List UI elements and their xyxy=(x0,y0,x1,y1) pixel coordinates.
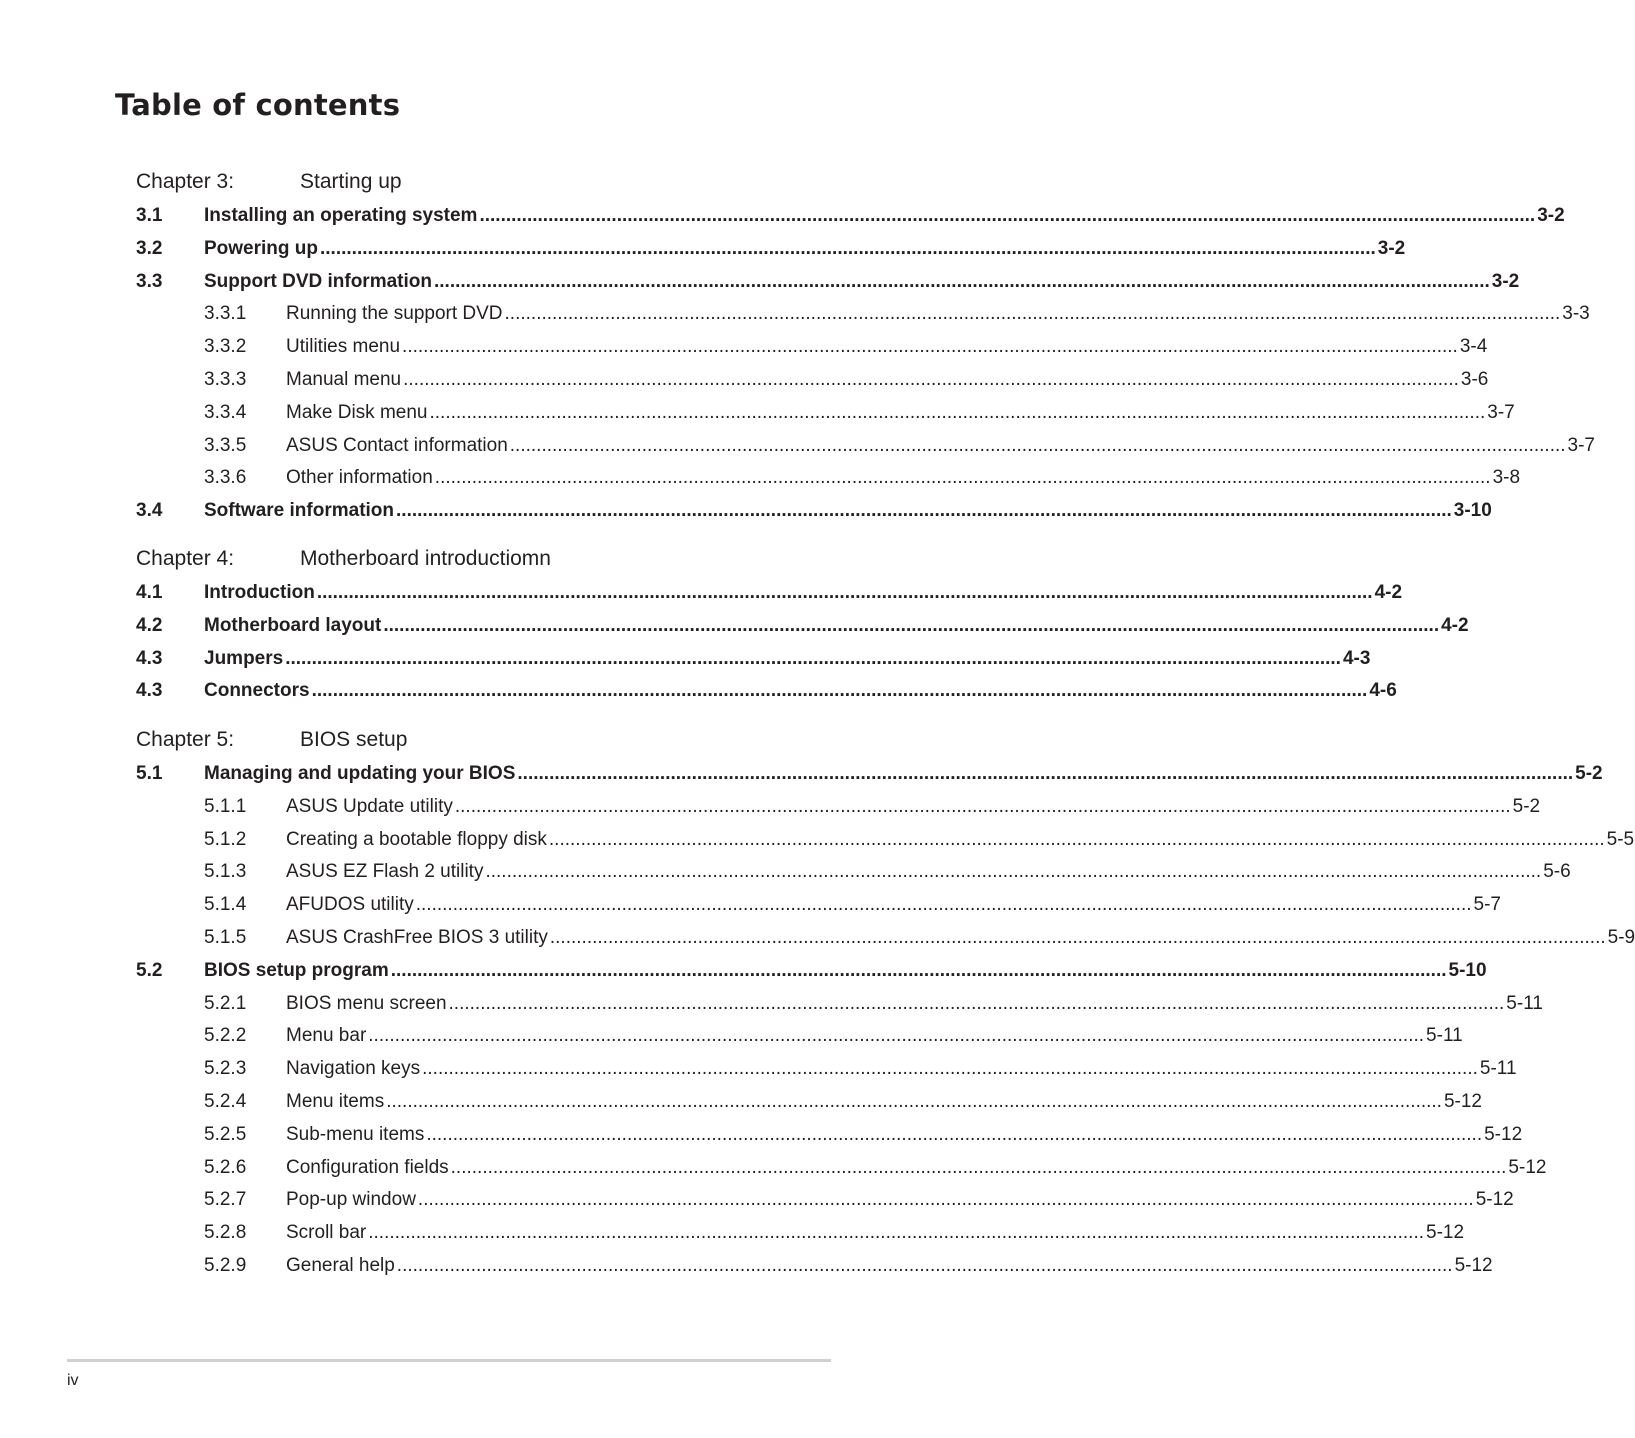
dot-leader: ........................................................................................................................................................................................................ xyxy=(415,894,1472,916)
chapter-label: Chapter 3: xyxy=(136,170,235,193)
entry-title: Running the support DVD xyxy=(286,303,503,325)
entry-title: Introduction xyxy=(204,582,315,603)
entry-page: 5-11 xyxy=(1426,1025,1463,1047)
dot-leader: ........................................................................................................................................................................................................ xyxy=(402,336,1458,358)
footer-divider xyxy=(67,1359,831,1362)
dot-leader: ........................................................................................................................................................................................................ xyxy=(509,434,1566,456)
entry-number: 3.3 xyxy=(136,270,163,292)
entry-number: 3.3.1 xyxy=(204,303,247,325)
toc-entry[interactable] xyxy=(136,1055,1517,1083)
entry-page: 4-2 xyxy=(1374,582,1403,603)
entry-page: 5-11 xyxy=(1479,1058,1517,1080)
entry-number: 3.2 xyxy=(136,237,163,259)
entry-page: 5-12 xyxy=(1454,1255,1493,1276)
entry-page: 5-12 xyxy=(1426,1222,1465,1244)
toc-entry[interactable] xyxy=(136,300,1590,328)
entry-number: 5.2.3 xyxy=(204,1058,247,1080)
dot-leader: ........................................................................................................................................................................................................ xyxy=(429,401,1486,423)
dot-leader: ........................................................................................................................................................................................................ xyxy=(450,1156,1507,1178)
entry-page: 5-12 xyxy=(1508,1156,1547,1178)
entry-title: Creating a bootable floppy disk xyxy=(286,828,547,850)
dot-leader: ........................................................................................................................................................................................................ xyxy=(285,647,1341,669)
toc-entry[interactable] xyxy=(136,1252,1493,1280)
entry-number: 5.1.4 xyxy=(204,894,247,916)
toc-entry[interactable] xyxy=(136,793,1541,821)
dot-leader: ........................................................................................................................................................................................................ xyxy=(396,1255,1453,1276)
toc-entry[interactable] xyxy=(136,924,1635,952)
toc-entry[interactable] xyxy=(136,1154,1547,1182)
entry-page: 5-11 xyxy=(1506,992,1543,1014)
entry-title: Support DVD information xyxy=(204,270,432,292)
entry-page: 5-2 xyxy=(1575,763,1603,784)
toc-entry[interactable] xyxy=(136,826,1635,854)
toc-entry[interactable] xyxy=(136,497,1492,525)
entry-number: 3.3.6 xyxy=(204,467,247,489)
entry-number: 3.3.3 xyxy=(204,369,247,390)
dot-leader: ........................................................................................................................................................................................................ xyxy=(454,795,1511,817)
dot-leader: ........................................................................................................................................................................................................ xyxy=(517,763,1574,784)
toc-entry[interactable] xyxy=(136,399,1515,427)
entry-title: Other information xyxy=(286,467,433,489)
dot-leader: ........................................................................................................................................................................................................ xyxy=(434,467,1491,489)
entry-number: 5.2.5 xyxy=(204,1123,247,1145)
page-title: Table of contents xyxy=(115,88,401,122)
chapter-title: Motherboard introductiomn xyxy=(300,547,551,570)
entry-page: 5-5 xyxy=(1606,828,1635,850)
chapter-heading xyxy=(136,725,797,755)
entry-title: Utilities menu xyxy=(286,336,401,358)
toc-entry[interactable] xyxy=(136,464,1521,492)
toc-entry[interactable] xyxy=(136,990,1543,1018)
toc-entry[interactable] xyxy=(136,1219,1465,1247)
toc-entry[interactable] xyxy=(136,1186,1514,1214)
chapter-heading xyxy=(136,167,797,197)
entry-number: 5.1.1 xyxy=(204,795,247,817)
entry-title: Powering up xyxy=(204,237,318,259)
toc-entry[interactable] xyxy=(136,957,1487,985)
entry-number: 3.4 xyxy=(136,500,163,522)
entry-title: Connectors xyxy=(204,680,310,702)
entry-title: Software information xyxy=(204,500,395,522)
entry-title: Installing an operating system xyxy=(204,205,478,226)
entry-number: 5.2.9 xyxy=(204,1255,247,1276)
dot-leader: ........................................................................................................................................................................................................ xyxy=(311,680,1368,702)
entry-title: ASUS Update utility xyxy=(286,795,453,817)
entry-title: BIOS menu screen xyxy=(286,992,447,1014)
chapter-label: Chapter 5: xyxy=(136,728,235,751)
entry-page: 4-3 xyxy=(1342,647,1371,669)
dot-leader: ........................................................................................................................................................................................................ xyxy=(479,205,1536,226)
entry-number: 5.2.4 xyxy=(204,1091,247,1112)
dot-leader: ........................................................................................................................................................................................................ xyxy=(368,1025,1425,1047)
entry-title: General help xyxy=(286,1255,395,1276)
chapter-heading xyxy=(136,544,797,574)
entry-number: 4.1 xyxy=(136,582,163,603)
entry-page: 5-6 xyxy=(1543,861,1571,883)
entry-number: 3.3.5 xyxy=(204,434,247,456)
entry-number: 5.2.1 xyxy=(204,992,247,1014)
toc-entry[interactable] xyxy=(136,1088,1482,1116)
entry-page: 5-7 xyxy=(1473,894,1501,916)
entry-number: 4.2 xyxy=(136,614,163,636)
toc-entry[interactable] xyxy=(136,645,1371,673)
toc-entry[interactable] xyxy=(136,579,1403,607)
entry-number: 5.2.2 xyxy=(204,1025,247,1047)
entry-number: 5.2.8 xyxy=(204,1222,247,1244)
entry-page: 5-12 xyxy=(1443,1091,1482,1112)
dot-leader: ........................................................................................................................................................................................................ xyxy=(320,237,1376,259)
page-number: iv xyxy=(67,1372,79,1389)
toc-entry[interactable] xyxy=(136,1022,1463,1050)
entry-page: 3-7 xyxy=(1487,401,1515,423)
entry-page: 5-9 xyxy=(1607,927,1635,948)
dot-leader: ........................................................................................................................................................................................................ xyxy=(386,1091,1442,1112)
entry-title: Sub-menu items xyxy=(286,1123,425,1145)
entry-title: Jumpers xyxy=(204,647,284,669)
entry-title: Manual menu xyxy=(286,369,402,390)
toc-entry[interactable] xyxy=(136,858,1571,886)
entry-number: 5.2.6 xyxy=(204,1156,247,1178)
entry-title: Motherboard layout xyxy=(204,614,382,636)
entry-number: 5.1.3 xyxy=(204,861,247,883)
entry-title: Menu bar xyxy=(286,1025,367,1047)
entry-page: 3-8 xyxy=(1492,467,1521,489)
chapter-title: BIOS setup xyxy=(300,728,408,751)
entry-number: 4.3 xyxy=(136,647,163,669)
dot-leader: ........................................................................................................................................................................................................ xyxy=(549,927,1606,948)
entry-number: 3.1 xyxy=(136,205,163,226)
entry-page: 4-6 xyxy=(1369,680,1397,702)
entry-title: AFUDOS utility xyxy=(286,894,414,916)
entry-title: ASUS CrashFree BIOS 3 utility xyxy=(286,927,548,948)
dot-leader: ........................................................................................................................................................................................................ xyxy=(383,614,1440,636)
entry-number: 5.1 xyxy=(136,763,163,784)
toc-entry[interactable] xyxy=(136,202,1565,230)
chapter-title: Starting up xyxy=(300,170,402,193)
dot-leader: ........................................................................................................................................................................................................ xyxy=(390,959,1447,981)
entry-title: Managing and updating your BIOS xyxy=(204,763,516,784)
toc-entry[interactable] xyxy=(136,432,1595,460)
dot-leader: ........................................................................................................................................................................................................ xyxy=(417,1189,1474,1211)
entry-page: 5-10 xyxy=(1448,959,1487,981)
entry-title: ASUS EZ Flash 2 utility xyxy=(286,861,484,883)
entry-title: ASUS Contact information xyxy=(286,434,508,456)
dot-leader: ........................................................................................................................................................................................................ xyxy=(422,1058,1478,1080)
entry-title: Configuration fields xyxy=(286,1156,449,1178)
entry-page: 5-2 xyxy=(1512,795,1541,817)
toc-entry[interactable] xyxy=(136,268,1520,296)
toc-entry[interactable] xyxy=(136,677,1397,705)
entry-number: 3.3.4 xyxy=(204,401,247,423)
entry-page: 3-2 xyxy=(1491,270,1520,292)
toc-entry[interactable] xyxy=(136,891,1501,919)
dot-leader: ........................................................................................................................................................................................................ xyxy=(504,303,1561,325)
dot-leader: ........................................................................................................................................................................................................ xyxy=(448,992,1505,1014)
chapter-label: Chapter 4: xyxy=(136,547,235,570)
entry-number: 5.1.5 xyxy=(204,927,247,948)
toc-entry[interactable] xyxy=(136,1121,1523,1149)
entry-title: Make Disk menu xyxy=(286,401,428,423)
entry-title: Scroll bar xyxy=(286,1222,367,1244)
entry-page: 5-12 xyxy=(1475,1189,1514,1211)
entry-number: 5.2.7 xyxy=(204,1189,247,1211)
entry-title: Navigation keys xyxy=(286,1058,421,1080)
entry-page: 3-2 xyxy=(1377,237,1406,259)
toc-entry[interactable] xyxy=(136,235,1406,263)
dot-leader: ........................................................................................................................................................................................................ xyxy=(316,582,1373,603)
entry-page: 4-2 xyxy=(1441,614,1469,636)
dot-leader: ........................................................................................................................................................................................................ xyxy=(485,861,1542,883)
entry-page: 3-10 xyxy=(1453,500,1492,522)
toc-entry[interactable] xyxy=(136,612,1469,640)
entry-title: Pop-up window xyxy=(286,1189,416,1211)
dot-leader: ........................................................................................................................................................................................................ xyxy=(426,1123,1483,1145)
toc-entry[interactable] xyxy=(136,760,1603,788)
entry-number: 5.2 xyxy=(136,959,163,981)
entry-page: 5-12 xyxy=(1484,1123,1523,1145)
dot-leader: ........................................................................................................................................................................................................ xyxy=(433,270,1490,292)
dot-leader: ........................................................................................................................................................................................................ xyxy=(368,1222,1425,1244)
entry-page: 3-6 xyxy=(1460,369,1489,390)
toc-entry[interactable] xyxy=(136,333,1488,361)
entry-title: Menu items xyxy=(286,1091,385,1112)
toc-entry[interactable] xyxy=(136,366,1489,394)
entry-title: BIOS setup program xyxy=(204,959,389,981)
entry-page: 3-7 xyxy=(1567,434,1595,456)
dot-leader: ........................................................................................................................................................................................................ xyxy=(548,828,1605,850)
dot-leader: ........................................................................................................................................................................................................ xyxy=(396,500,1452,522)
dot-leader: ........................................................................................................................................................................................................ xyxy=(403,369,1459,390)
entry-page: 3-3 xyxy=(1562,303,1590,325)
entry-number: 4.3 xyxy=(136,680,163,702)
entry-number: 3.3.2 xyxy=(204,336,247,358)
entry-number: 5.1.2 xyxy=(204,828,247,850)
entry-page: 3-4 xyxy=(1459,336,1488,358)
entry-page: 3-2 xyxy=(1537,205,1565,226)
